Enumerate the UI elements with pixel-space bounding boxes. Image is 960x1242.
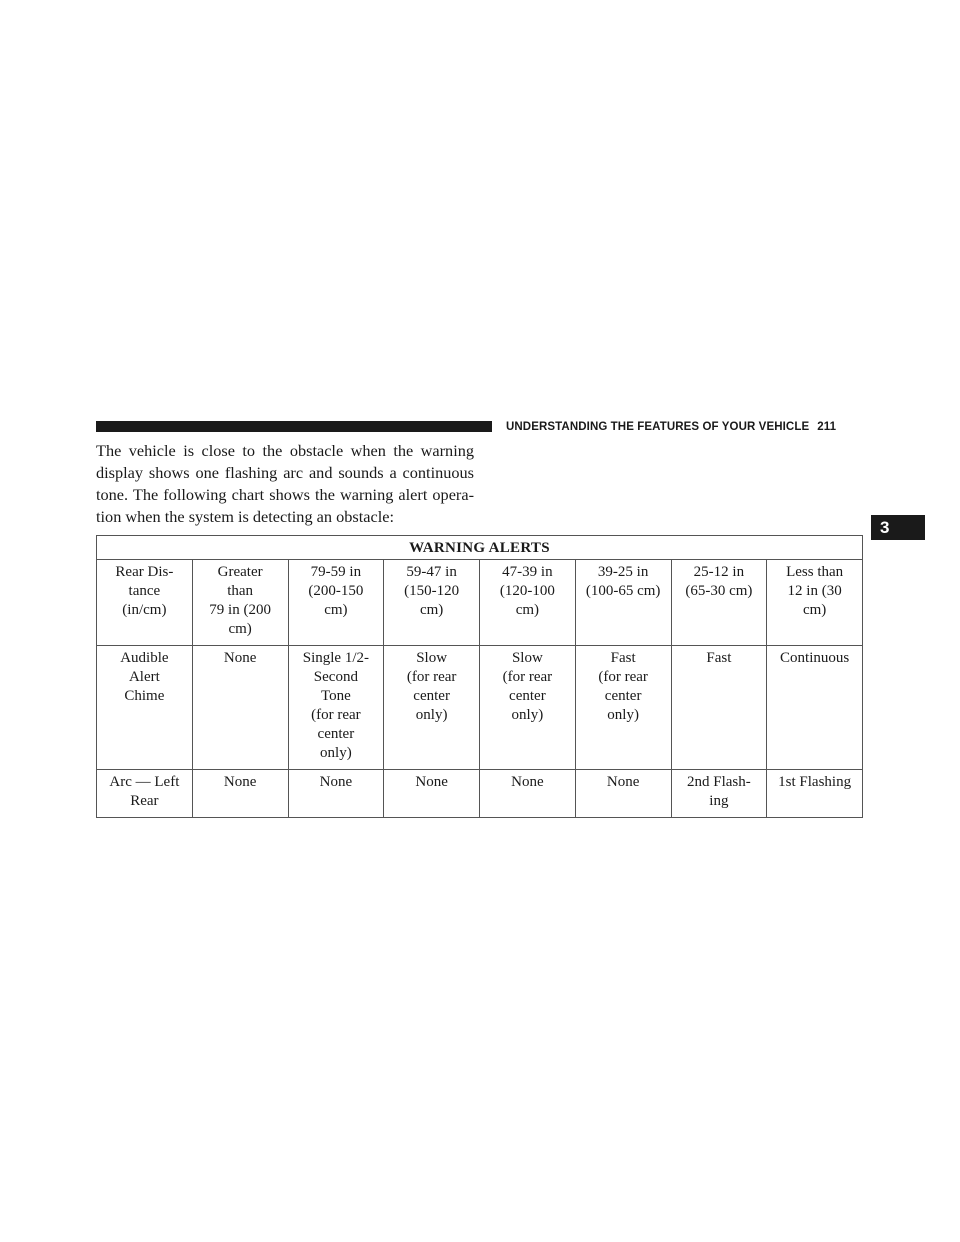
table-cell <box>767 560 863 646</box>
arc-left-rear-row <box>97 770 863 818</box>
cell-text: 1st Flashing <box>778 774 852 790</box>
cell-text: Greater than 79 in (200 cm) <box>209 564 271 637</box>
table-cell <box>671 646 767 770</box>
audible-alert-chime-row <box>97 646 863 770</box>
cell-text: Fast (for rear center only) <box>598 650 648 723</box>
cell-text: None <box>223 650 257 666</box>
cell-text: 59-47 in (150-120 cm) <box>404 564 460 618</box>
rear-distance-row <box>97 560 863 646</box>
cell-text: Less than 12 in (30 cm) <box>786 564 844 618</box>
table-cell <box>480 646 576 770</box>
table-cell <box>671 770 767 818</box>
row-header-cell <box>97 770 193 818</box>
cell-text: None <box>223 774 257 790</box>
cell-text: 2nd Flash- ing <box>687 774 751 809</box>
table-cell <box>288 646 384 770</box>
running-header <box>506 419 836 435</box>
table-cell <box>480 770 576 818</box>
table-body <box>97 560 863 818</box>
table-cell <box>288 770 384 818</box>
cell-text: 25-12 in (65-30 cm) <box>685 564 753 599</box>
table-cell <box>767 646 863 770</box>
table-title: WARNING ALERTS <box>97 536 863 560</box>
table-cell <box>384 646 480 770</box>
cell-text: 39-25 in (100-65 cm) <box>585 564 661 599</box>
cell-text: None <box>606 774 640 790</box>
table-cell <box>575 560 671 646</box>
header-rule <box>96 421 492 432</box>
section-title: UNDERSTANDING THE FEATURES OF YOUR VEHICLE <box>506 421 810 433</box>
table-cell <box>384 560 480 646</box>
table-cell <box>192 770 288 818</box>
cell-text: None <box>319 774 353 790</box>
cell-text: 47-39 in (120-100 cm) <box>499 564 555 618</box>
table-cell <box>192 560 288 646</box>
table-cell <box>384 770 480 818</box>
table-cell <box>288 560 384 646</box>
cell-text: Rear Dis- tance (in/cm) <box>115 564 174 618</box>
table-title-row <box>97 536 863 560</box>
cell-text: Arc — Left Rear <box>109 774 180 809</box>
cell-text: 79-59 in (200-150 cm) <box>308 564 364 618</box>
cell-text: Fast <box>706 650 732 666</box>
table-cell <box>671 560 767 646</box>
warning-alerts-table <box>96 535 863 818</box>
cell-text: Continuous <box>780 650 850 666</box>
row-header-cell <box>97 646 193 770</box>
row-header-cell <box>97 560 193 646</box>
chapter-tab[interactable]: 3 <box>871 515 925 540</box>
table-cell <box>767 770 863 818</box>
cell-text: None <box>511 774 544 790</box>
table-cell <box>575 770 671 818</box>
table-cell <box>192 646 288 770</box>
page-number: 211 <box>817 421 837 433</box>
cell-text: Slow (for rear center only) <box>406 650 457 723</box>
cell-text: Single 1/2- Second Tone (for rear center only) <box>302 650 369 761</box>
table-cell <box>480 560 576 646</box>
intro-paragraph: The vehicle is close to the obstacle when the warning display shows one flashing arc and sounds a continuous tone. The following chart shows the warning alert opera-tion when the system is detecting an obstacle: <box>96 441 474 526</box>
cell-text: Audible Alert Chime <box>120 650 169 704</box>
cell-text: None <box>415 774 448 790</box>
cell-text: Slow (for rear center only) <box>502 650 553 723</box>
table-cell <box>575 646 671 770</box>
